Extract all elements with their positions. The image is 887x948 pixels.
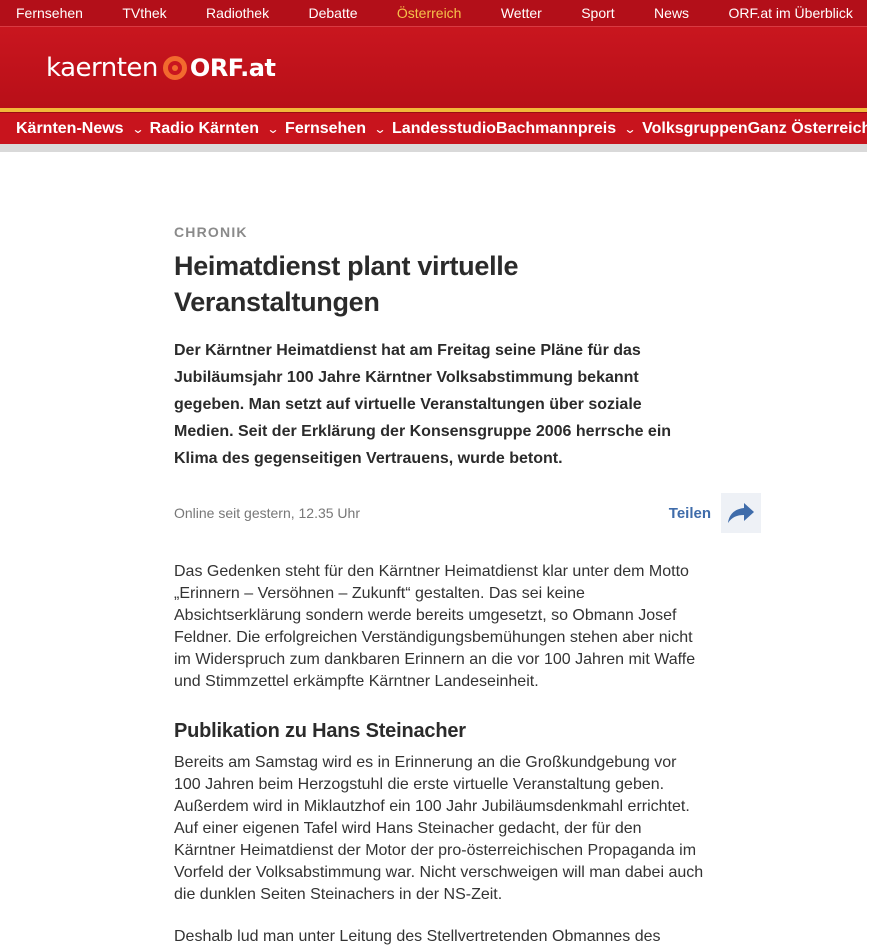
header-banner <box>0 26 867 108</box>
top-nav-orf-overview[interactable]: ORF.at im Überblick <box>728 5 853 21</box>
chevron-down-icon[interactable]: ⌄ <box>373 121 387 136</box>
chevron-down-icon[interactable]: ⌄ <box>266 121 280 136</box>
share-arrow-icon[interactable] <box>721 493 761 533</box>
logo-region: kaernten <box>46 52 158 83</box>
top-nav-wetter[interactable]: Wetter <box>500 5 542 21</box>
subnav-bachmannpreis[interactable] <box>496 120 616 138</box>
article-paragraph: Deshalb lud man unter Leitung des Stellvertretenden Obmannes des <box>174 928 661 945</box>
subnav-volksgruppen[interactable] <box>642 120 748 138</box>
article-paragraph: Bereits am Samstag wird es in Erinnerung an die Großkundgebung vor 100 Jahren beim Herzogstuhl die erste virtuelle Veranstaltung geben. Außerdem wird in Miklautzhof ein 100 Jahr Jubiläumsdenkmahl errichtet. Auf einer eigenen Tafel wird Hans Steinacher gedacht, der für den Kärntner Heimatdienst der Motor der pro-österreichischen Propaganda im Vorfeld der Volksabstimmung war. Nicht verschweigen will man dabei auch die dunklen Seiten Steinachers in der NS-Zeit. <box>174 754 704 903</box>
subnav-label: Radio Kärnten <box>149 119 259 137</box>
article-subheading: Publikation zu Hans Steinacher <box>174 720 466 742</box>
top-nav-radiothek[interactable]: Radiothek <box>206 5 270 21</box>
subnav-label: Kärnten-News <box>16 119 124 137</box>
article-title: Heimatdienst plant virtuelle Veranstaltungen <box>174 251 519 317</box>
regional-navigation <box>0 112 872 144</box>
chevron-down-icon[interactable]: ⌄ <box>623 121 637 136</box>
top-nav-debatte[interactable]: Debatte <box>308 5 358 21</box>
article-kicker[interactable]: CHRONIK <box>174 224 248 240</box>
subnav-label: Bachmannpreis <box>496 119 617 137</box>
top-nav-sport[interactable]: Sport <box>581 5 615 21</box>
bell-icon[interactable] <box>871 118 887 140</box>
article-meta <box>174 493 761 533</box>
article <box>0 152 710 948</box>
subnav-radio-kaernten[interactable] <box>150 120 259 138</box>
subnav-ganz-oesterreich[interactable] <box>748 120 872 138</box>
subnav-label: Ganz Österreich <box>747 119 872 137</box>
site-logo[interactable] <box>46 53 275 83</box>
subnav-label: Fernsehen <box>285 119 366 137</box>
chevron-down-icon[interactable]: ⌄ <box>131 121 145 136</box>
subnav-fernsehen[interactable] <box>285 120 366 138</box>
article-lead: Der Kärntner Heimatdienst hat am Freitag seine Pläne für das Jubiläumsjahr 100 Jahre Kärntner Volksabstimmung bekannt gegeben. Man setzt auf virtuelle Veranstaltungen über soziale Medien. Seit der Erklärung der Konsensgruppe 2006 herrsche ein Klima des gegenseitigen Vertrauens, wurde betont. <box>174 342 672 467</box>
header-divider <box>0 144 867 152</box>
publish-date: Online seit gestern, 12.35 Uhr <box>174 505 360 521</box>
subnav-label: Volksgruppen <box>642 119 748 137</box>
top-nav-tvthek[interactable]: TVthek <box>122 5 167 21</box>
share-button[interactable] <box>669 493 761 533</box>
subnav-kaernten-news[interactable] <box>16 120 124 138</box>
logo-brand: ORF.at <box>189 53 276 82</box>
article-paragraph: Das Gedenken steht für den Kärntner Heimatdienst klar unter dem Motto „Erinnern – Versöhnen – Zukunft“ gestalten. Das sei keine Absichtserklärung sondern werde bereits umgesetzt, so Obmann Josef Feldner. Die erfolgreichen Verständigungsbemühungen stehen aber nicht im Widerspruch zum dankbaren Erinnern an die vor 100 Jahren mit Waffe und Stimmzettel erkämpfte Kärntner Landeseinheit. <box>174 563 696 690</box>
share-label[interactable]: Teilen <box>668 504 711 522</box>
subnav-label: Landesstudio <box>392 119 497 137</box>
top-nav-fernsehen[interactable]: Fernsehen <box>16 5 83 21</box>
top-nav-news[interactable]: News <box>654 5 690 21</box>
subnav-landesstudio[interactable] <box>392 120 496 138</box>
orf-eye-icon <box>163 56 187 80</box>
top-navigation <box>0 0 867 26</box>
top-nav-oesterreich[interactable]: Österreich <box>396 5 462 21</box>
